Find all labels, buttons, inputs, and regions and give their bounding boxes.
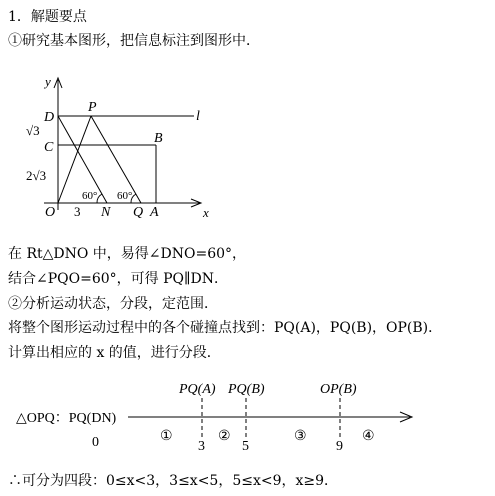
y-axis-label: y [45, 74, 51, 89]
text-line-5: 计算出相应的 x 的值，进行分段． [8, 345, 221, 361]
text-line-4: 将整个图形运动过程中的各个碰撞点找到：PQ(A)，PQ(B)，OP(B)． [8, 320, 443, 336]
text-line-2: 结合∠PQO=60°，可得 PQ∥DN． [8, 271, 228, 287]
segment-2-label: ② [218, 429, 231, 444]
marker-label-op-b: OP(B) [320, 382, 357, 397]
point-n-label: N [101, 205, 111, 220]
point-c-label: C [44, 140, 54, 155]
point-p-label: P [88, 100, 97, 115]
point-b-label: B [154, 131, 163, 146]
segment-3-label: ③ [294, 429, 307, 444]
conclusion-text: ∴可分为四段：0≤x<3，3≤x<5，5≤x<9，x≥9． [8, 473, 339, 489]
angle-q-label: 60° [117, 190, 133, 202]
point-a-label: A [150, 205, 159, 220]
origin-label: O [45, 205, 56, 220]
line-l-label: l [196, 109, 200, 124]
step-one-text: ①研究基本图形，把信息标注到图形中． [8, 33, 260, 49]
number-line-start: 0 [92, 435, 99, 450]
segment-1-label: ① [160, 429, 173, 444]
angle-n-label: 60° [82, 190, 98, 202]
tick-3-label: 3 [74, 204, 81, 219]
marker-label-pq-b: PQ(B) [228, 382, 265, 397]
marker-value-9: 9 [336, 439, 343, 454]
sqrt3-label: √3 [26, 123, 40, 138]
point-q-label: Q [133, 205, 144, 220]
marker-value-5: 5 [242, 439, 249, 454]
segment-4-label: ④ [362, 429, 375, 444]
text-line-3: ②分析运动状态，分段，定范围． [8, 296, 218, 312]
point-d-label: D [44, 110, 55, 125]
two-sqrt3-label: 2√3 [26, 168, 47, 183]
marker-value-3: 3 [198, 439, 205, 454]
text-line-1: 在 Rt△DNO 中，易得∠DNO=60°， [8, 246, 247, 262]
marker-label-pq-a: PQ(A) [179, 382, 216, 397]
x-axis-label: x [203, 205, 209, 220]
number-line-label: △OPQ：PQ(DN) [16, 411, 117, 426]
section-title: 1．解题要点 [8, 9, 87, 25]
